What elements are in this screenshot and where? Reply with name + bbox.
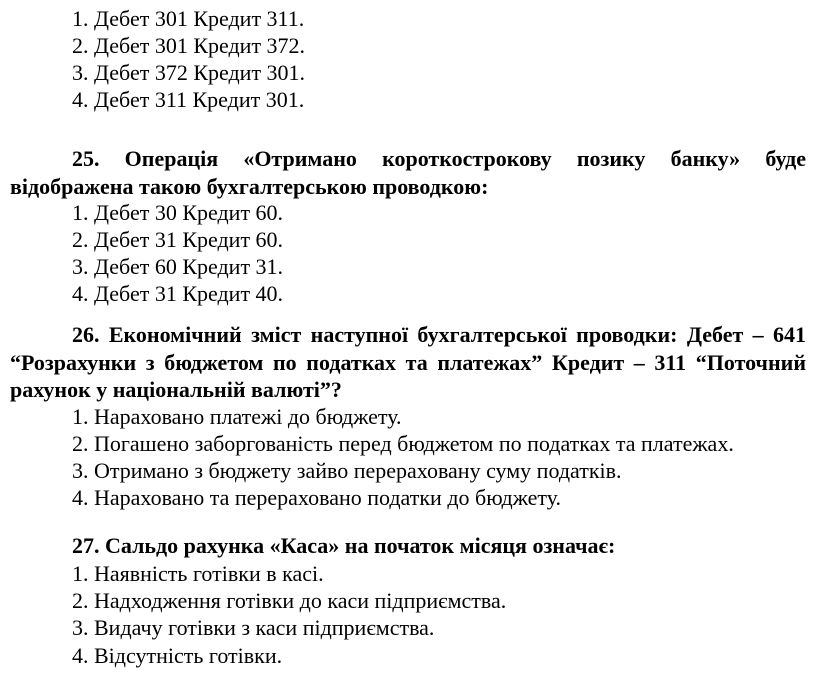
- answer-option: 4. Дебет 31 Кредит 40.: [72, 281, 284, 306]
- answer-option: 2. Надходження готівки до каси підприємства.: [72, 588, 507, 613]
- answer-option: 1. Нараховано платежі до бюджету.: [72, 404, 402, 429]
- answer-option: 2. Погашено заборгованість перед бюджетом по податках та платежах.: [72, 431, 734, 456]
- answer-option: 4. Нараховано та перераховано податки до бюджету.: [72, 485, 562, 510]
- question-25: 25. Операція «Отримано короткострокову позику банку» буде відображена такою бухгалтерською проводкою:: [10, 146, 806, 199]
- answer-option: 3. Отримано з бюджету зайво перераховану суму податків.: [72, 458, 622, 483]
- answer-option: 1. Дебет 30 Кредит 60.: [72, 200, 284, 225]
- answer-option: 3. Дебет 372 Кредит 301.: [72, 60, 306, 85]
- question-27: 27. Сальдо рахунка «Каса» на початок місяця означає:: [72, 533, 616, 558]
- answer-option: 1. Дебет 301 Кредит 311.: [72, 6, 305, 31]
- question-26: 26. Економічний зміст наступної бухгалтерської проводки: Дебет – 641 “Розрахунки з бюджетом по податках та платежах” Кредит – 311 “Поточний рахунок у національній валюті”?: [10, 322, 806, 402]
- answer-option: 3. Дебет 60 Кредит 31.: [72, 254, 284, 279]
- answer-option: 3. Видачу готівки з каси підприємства.: [72, 615, 435, 640]
- answer-option: 1. Наявність готівки в касі.: [72, 561, 324, 586]
- answer-option: 2. Дебет 301 Кредит 372.: [72, 33, 306, 58]
- answer-option: 4. Відсутність готівки.: [72, 643, 283, 668]
- answer-option: 4. Дебет 311 Кредит 301.: [72, 87, 305, 112]
- answer-option: 2. Дебет 31 Кредит 60.: [72, 227, 284, 252]
